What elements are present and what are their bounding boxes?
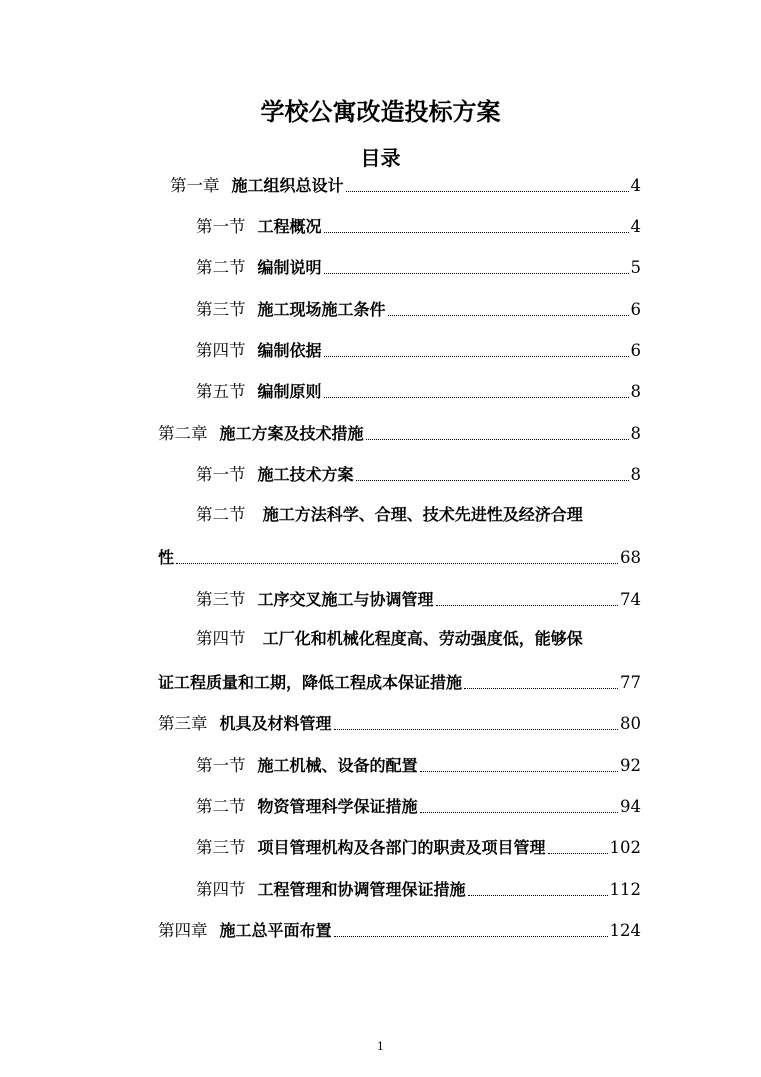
toc-number: 第二节 bbox=[196, 505, 246, 524]
toc-page: 124 bbox=[609, 921, 641, 940]
toc-page: 5 bbox=[630, 258, 641, 277]
toc-leader-dots bbox=[388, 314, 629, 316]
toc-leader-dots bbox=[366, 438, 629, 440]
toc-entry-section[interactable] bbox=[196, 876, 641, 902]
toc-leader-dots bbox=[464, 687, 618, 689]
document-title: 学校公寓改造投标方案 bbox=[260, 98, 501, 126]
toc-entry-continuation[interactable] bbox=[158, 544, 641, 570]
toc-page: 8 bbox=[630, 382, 641, 401]
toc-number: 第四节 bbox=[196, 629, 246, 648]
toc-entry-section-wrapped[interactable] bbox=[196, 627, 641, 653]
toc-text: 编制依据 bbox=[257, 341, 322, 360]
toc-leader-dots bbox=[324, 396, 629, 398]
toc-number: 第四节 bbox=[196, 341, 246, 360]
toc-leader-dots bbox=[436, 604, 618, 606]
toc-page: 4 bbox=[630, 217, 641, 236]
toc-entry-section[interactable] bbox=[196, 793, 641, 819]
toc-text: 工厂化和机械化程度高、劳动强度低，能够保 bbox=[262, 629, 583, 648]
toc-heading: 目录 bbox=[360, 146, 401, 170]
toc-leader-dots bbox=[468, 894, 608, 896]
toc-leader-dots bbox=[334, 728, 618, 730]
toc-number: 第四节 bbox=[196, 880, 246, 899]
toc-text: 机具及材料管理 bbox=[219, 714, 332, 733]
toc-text: 工程管理和协调管理保证措施 bbox=[257, 880, 466, 899]
toc-number: 第一节 bbox=[196, 217, 246, 236]
toc-leader-dots bbox=[420, 770, 618, 772]
toc-page: 94 bbox=[620, 797, 641, 816]
toc-text-continuation: 证工程质量和工期，降低工程成本保证措施 bbox=[158, 673, 463, 692]
toc-text: 物资管理科学保证措施 bbox=[257, 797, 418, 816]
toc-number: 第四章 bbox=[158, 921, 208, 940]
toc-leader-dots bbox=[324, 355, 629, 357]
toc-text: 施工总平面布置 bbox=[219, 921, 332, 940]
toc-number: 第二章 bbox=[158, 424, 208, 443]
toc-text: 施工机械、设备的配置 bbox=[257, 756, 418, 775]
toc-page: 74 bbox=[620, 590, 641, 609]
toc-leader-dots bbox=[334, 935, 608, 937]
toc-entry-section[interactable] bbox=[196, 586, 641, 612]
toc-number: 第三章 bbox=[158, 714, 208, 733]
toc-entry-section[interactable] bbox=[196, 296, 641, 322]
toc-number: 第二节 bbox=[196, 258, 246, 277]
toc-text: 编制原则 bbox=[257, 382, 322, 401]
toc-entry-section-wrapped[interactable] bbox=[196, 503, 641, 529]
toc-text: 工程概况 bbox=[257, 217, 322, 236]
toc-page: 68 bbox=[620, 548, 641, 567]
toc-entry-chapter-1[interactable] bbox=[170, 172, 641, 198]
toc-entry-chapter-3[interactable] bbox=[158, 710, 641, 736]
toc-number: 第一节 bbox=[196, 465, 246, 484]
toc-entry-section[interactable] bbox=[196, 752, 641, 778]
toc-page: 80 bbox=[620, 714, 641, 733]
toc-entry-section[interactable] bbox=[196, 834, 641, 860]
toc-text: 施工方案及技术措施 bbox=[219, 424, 364, 443]
toc-text: 施工现场施工条件 bbox=[257, 300, 386, 319]
toc-number: 第一章 bbox=[170, 176, 220, 195]
toc-leader-dots bbox=[324, 231, 629, 233]
toc-leader-dots bbox=[324, 272, 629, 274]
toc-number: 第三节 bbox=[196, 300, 246, 319]
toc-entry-section[interactable] bbox=[196, 254, 641, 280]
toc-page: 8 bbox=[630, 424, 641, 443]
toc-text-continuation: 性 bbox=[158, 548, 175, 567]
toc-page: 6 bbox=[630, 341, 641, 360]
toc-entry-section[interactable] bbox=[196, 337, 641, 363]
toc-text: 施工技术方案 bbox=[257, 465, 354, 484]
toc-text: 工序交叉施工与协调管理 bbox=[257, 590, 434, 609]
page-number: 1 bbox=[377, 1040, 384, 1053]
toc-leader-dots bbox=[346, 190, 629, 192]
toc-number: 第二节 bbox=[196, 797, 246, 816]
toc-entry-chapter-2[interactable] bbox=[158, 420, 641, 446]
toc-entry-section[interactable] bbox=[196, 213, 641, 239]
toc-page: 112 bbox=[609, 880, 641, 899]
toc-page: 6 bbox=[630, 300, 641, 319]
toc-leader-dots bbox=[548, 852, 608, 854]
toc-number: 第三节 bbox=[196, 838, 246, 857]
toc-text: 编制说明 bbox=[257, 258, 322, 277]
toc-text: 施工组织总设计 bbox=[231, 176, 344, 195]
toc-entry-chapter-4[interactable] bbox=[158, 917, 641, 943]
toc-page: 102 bbox=[609, 838, 641, 857]
toc-number: 第一节 bbox=[196, 756, 246, 775]
toc-leader-dots bbox=[420, 811, 618, 813]
toc-entry-section[interactable] bbox=[196, 378, 641, 404]
toc-text: 施工方法科学、合理、技术先进性及经济合理 bbox=[262, 505, 583, 524]
toc-entry-continuation[interactable] bbox=[158, 669, 641, 695]
toc-leader-dots bbox=[176, 562, 618, 564]
toc-leader-dots bbox=[356, 479, 629, 481]
toc-page: 4 bbox=[630, 176, 641, 195]
toc-text: 项目管理机构及各部门的职责及项目管理 bbox=[257, 838, 546, 857]
toc-number: 第五节 bbox=[196, 382, 246, 401]
toc-page: 8 bbox=[630, 465, 641, 484]
toc-page: 77 bbox=[620, 673, 641, 692]
toc-page: 92 bbox=[620, 756, 641, 775]
toc-number: 第三节 bbox=[196, 590, 246, 609]
toc-entry-section[interactable] bbox=[196, 461, 641, 487]
